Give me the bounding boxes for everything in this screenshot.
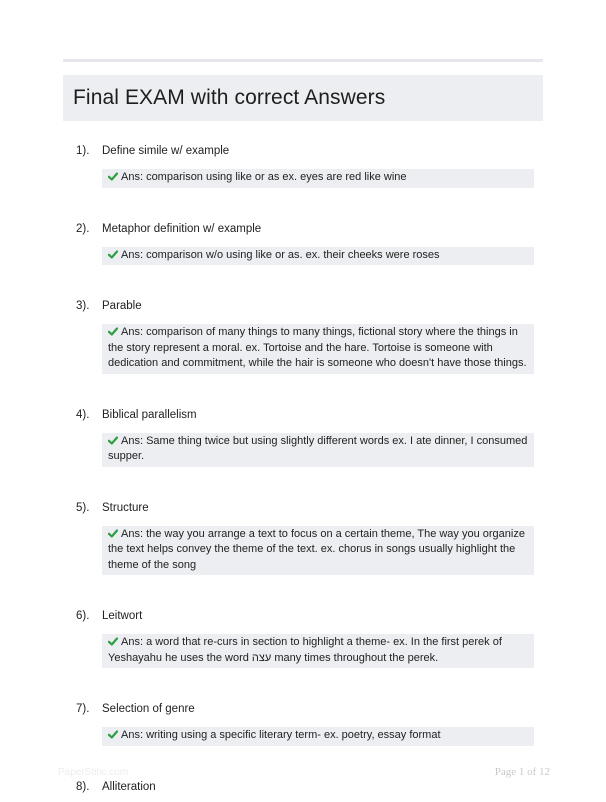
question-number: 7). bbox=[76, 703, 90, 715]
page-indicator: Page 1 of 12 bbox=[494, 766, 550, 778]
top-divider bbox=[63, 59, 543, 62]
question-item-6 bbox=[63, 601, 543, 668]
check-icon bbox=[108, 172, 118, 181]
answer-text: Ans: comparison using like or as ex. eyes are red like wine bbox=[121, 171, 407, 183]
question-item-1 bbox=[63, 136, 543, 188]
check-icon bbox=[108, 250, 118, 259]
question-text: Leitwort bbox=[102, 610, 143, 622]
question-text: Parable bbox=[102, 300, 142, 312]
answer-text: Ans: comparison of many things to many things, fictional story where the things in the story represent a moral. ex. Tortoise and the hare. Tortoise is someone with dedication and commitment, while the hair is someone who doesn't have those things. bbox=[108, 326, 527, 369]
footer-watermark: PaperStitic.com bbox=[58, 767, 129, 778]
question-number: 4). bbox=[76, 408, 90, 421]
question-item-7 bbox=[63, 694, 543, 746]
question-number: 1). bbox=[76, 145, 90, 157]
answer-text: Ans: comparison w/o using like or as. ex. their cheeks were roses bbox=[121, 248, 440, 261]
question-number: 3). bbox=[76, 300, 90, 312]
question-text: Metaphor definition w/ example bbox=[102, 222, 262, 235]
answer-box bbox=[102, 433, 534, 467]
answer-text: Ans: the way you arrange a text to focus on a certain theme, The way you organize the text helps convey the theme of the text. ex. chorus in songs usually highlight the theme of the song bbox=[108, 527, 525, 571]
question-number: 2). bbox=[76, 222, 90, 235]
question-item-8 bbox=[63, 772, 543, 802]
answer-box bbox=[102, 634, 534, 668]
answer-box bbox=[102, 324, 534, 374]
question-text: Alliteration bbox=[102, 780, 156, 793]
question-item-2 bbox=[63, 214, 543, 266]
answer-box bbox=[102, 247, 534, 266]
question-item-5 bbox=[63, 493, 543, 576]
question-number: 6). bbox=[76, 610, 90, 622]
check-icon bbox=[108, 436, 118, 445]
question-number: 5). bbox=[76, 501, 90, 514]
check-icon bbox=[108, 327, 118, 336]
check-icon bbox=[108, 529, 118, 538]
answer-box bbox=[102, 169, 534, 188]
question-list bbox=[63, 136, 543, 802]
question-item-3 bbox=[63, 291, 543, 374]
answer-text: Ans: writing using a specific literary term- ex. poetry, essay format bbox=[121, 729, 441, 741]
answer-box bbox=[102, 526, 534, 576]
answer-box bbox=[102, 727, 534, 746]
question-text: Selection of genre bbox=[102, 703, 195, 715]
question-text: Structure bbox=[102, 501, 149, 514]
question-item-4 bbox=[63, 400, 543, 467]
check-icon bbox=[108, 637, 118, 646]
title-bar bbox=[63, 75, 543, 121]
answer-text: Ans: Same thing twice but using slightly different words ex. I ate dinner, I consumed supper. bbox=[108, 434, 528, 462]
answer-text: Ans: a word that re-curs in section to highlight a theme- ex. In the first perek of Yeshayahu he uses the word עצה many times throughout the perek. bbox=[108, 636, 502, 664]
question-number: 8). bbox=[76, 780, 90, 793]
question-text: Define simile w/ example bbox=[102, 145, 230, 157]
page-title: Final EXAM with correct Answers bbox=[73, 86, 386, 109]
check-icon bbox=[108, 730, 118, 739]
question-text: Biblical parallelism bbox=[102, 408, 197, 421]
